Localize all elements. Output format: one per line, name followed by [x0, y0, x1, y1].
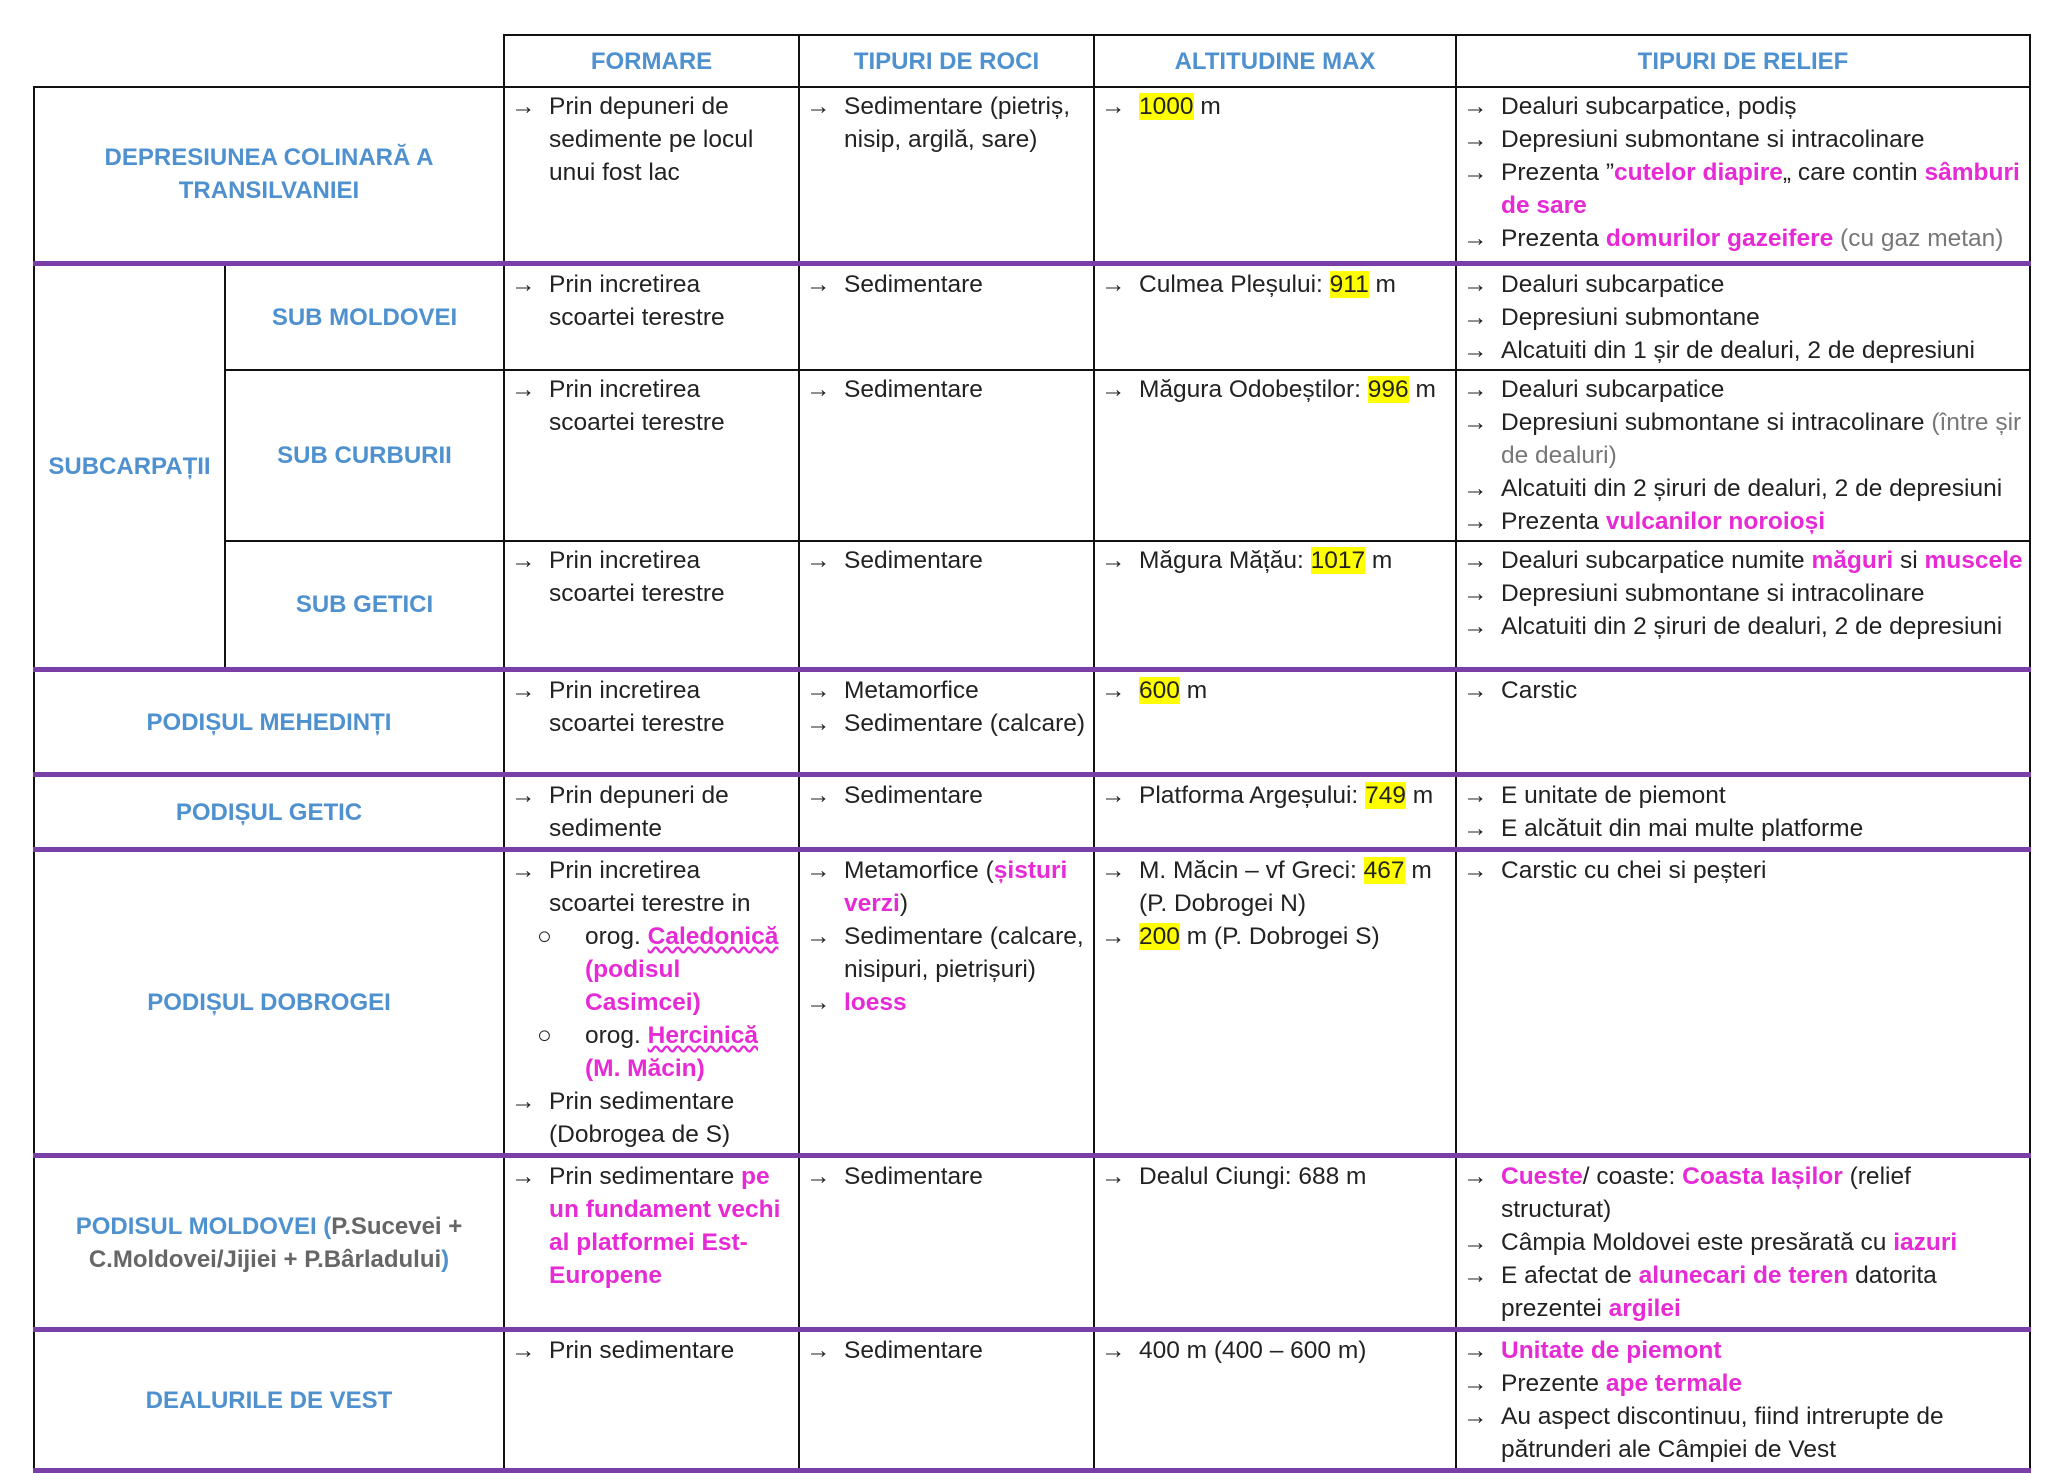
header-altitudine: ALTITUDINE MAX	[1094, 35, 1456, 87]
cell-formare: → Prin depuneri de sedimente pe locul unui fost lac	[504, 87, 799, 263]
row-sub-curburii: SUB CURBURII → Prin incretirea scoartei terestre → Sedimentare → Măgura Odobeștilor: 996 m → Dealuri subcarpatice → Depresiuni submontane si intracolinare (între șir de dealuri) → Alcatuiti din 2 șiruri de dealuri, 2 de depresiuni → Prezenta vulcanilor noroioși	[34, 370, 2030, 541]
header-blank	[34, 35, 504, 87]
header-formare: FORMARE	[504, 35, 799, 87]
row-transilvania	[34, 87, 2030, 263]
cell-relief: → Dealuri subcarpatice, podiș → Depresiuni submontane si intracolinare → Prezenta ”cutelor diapire„ care contin sâmburi de sare → Prezenta domurilor gazeifere (cu gaz metan)	[1456, 87, 2030, 263]
header-row	[34, 35, 2030, 87]
row-dealurile-de-vest: DEALURILE DE VEST → Prin sedimentare → Sedimentare → 400 m (400 – 600 m) → Unitate de piemont → Prezente ape termale → Au aspect discontinuu, fiind intrerupte de pătrunderi ale Câmpiei de Vest	[34, 1330, 2030, 1471]
cell-roci: → Sedimentare (pietriș, nisip, argilă, sare)	[799, 87, 1094, 263]
sub-label: SUB CURBURII	[225, 370, 504, 541]
row-label: PODIȘUL GETIC	[34, 775, 504, 850]
row-sub-getici: SUB GETICI → Prin incretirea scoartei terestre → Sedimentare → Măgura Mățău: 1017 m → Dealuri subcarpatice numite măguri si muscele → Depresiuni submontane si intracolinare → Alcatuiti din 2 șiruri de dealuri, 2 de depresiuni	[34, 541, 2030, 670]
row-label: PODIȘUL MEHEDINȚI	[34, 670, 504, 775]
header-roci: TIPURI DE ROCI	[799, 35, 1094, 87]
row-dobrogea: PODIȘUL DOBROGEI → Prin incretirea scoartei terestre in ○ orog. Caledonică (podisul Casimcei) ○ orog. Hercinică (M. Măcin) → Prin sedimentare (Dobrogea de S) → Metamorfice (șisturi verzi) → Sedimentare (calcare, nisipuri, pietrișuri) → loess → M. Măcin – vf Greci: 467 m (P. Dobrogei N) → 200 m (P. Dobrogei S) → Carstic cu chei si peșteri	[34, 850, 2030, 1156]
sub-label: SUB MOLDOVEI	[225, 263, 504, 370]
row-sub-moldovei: SUBCARPAȚII SUB MOLDOVEI → Prin incretirea scoartei terestre → Sedimentare → Culmea Pleșului: 911 m → Dealuri subcarpatice → Depresiuni submontane → Alcatuiti din 1 șir de dealuri, 2 de depresiuni	[34, 263, 2030, 370]
row-label: DEALURILE DE VEST	[34, 1330, 504, 1471]
row-label-subcarpatii: SUBCARPAȚII	[34, 263, 225, 670]
relief-units-table	[33, 34, 2031, 1473]
row-mehedinti: PODIȘUL MEHEDINȚI → Prin incretirea scoartei terestre → Metamorfice → Sedimentare (calcare) → 600 m → Carstic	[34, 670, 2030, 775]
sub-label: SUB GETICI	[225, 541, 504, 670]
row-label: PODISUL MOLDOVEI (P.Sucevei + C.Moldovei/Jijiei + P.Bârladului)	[34, 1156, 504, 1330]
row-label: PODIȘUL DOBROGEI	[34, 850, 504, 1156]
row-label: DEPRESIUNEA COLINARĂ A TRANSILVANIEI	[34, 87, 504, 263]
header-relief: TIPURI DE RELIEF	[1456, 35, 2030, 87]
row-getic: PODIȘUL GETIC → Prin depuneri de sedimente → Sedimentare → Platforma Argeșului: 749 m → E unitate de piemont → E alcătuit din mai multe platforme	[34, 775, 2030, 850]
row-moldova: PODISUL MOLDOVEI (P.Sucevei + C.Moldovei/Jijiei + P.Bârladului) → Prin sedimentare pe un fundament vechi al platformei Est-Europene → Sedimentare → Dealul Ciungi: 688 m → Cueste/ coaste: Coasta Iașilor (relief structurat) → Câmpia Moldovei este presărată cu iazuri → E afectat de alunecari de teren datorita prezentei argilei	[34, 1156, 2030, 1330]
cell-altitudine: → 1000 m	[1094, 87, 1456, 263]
